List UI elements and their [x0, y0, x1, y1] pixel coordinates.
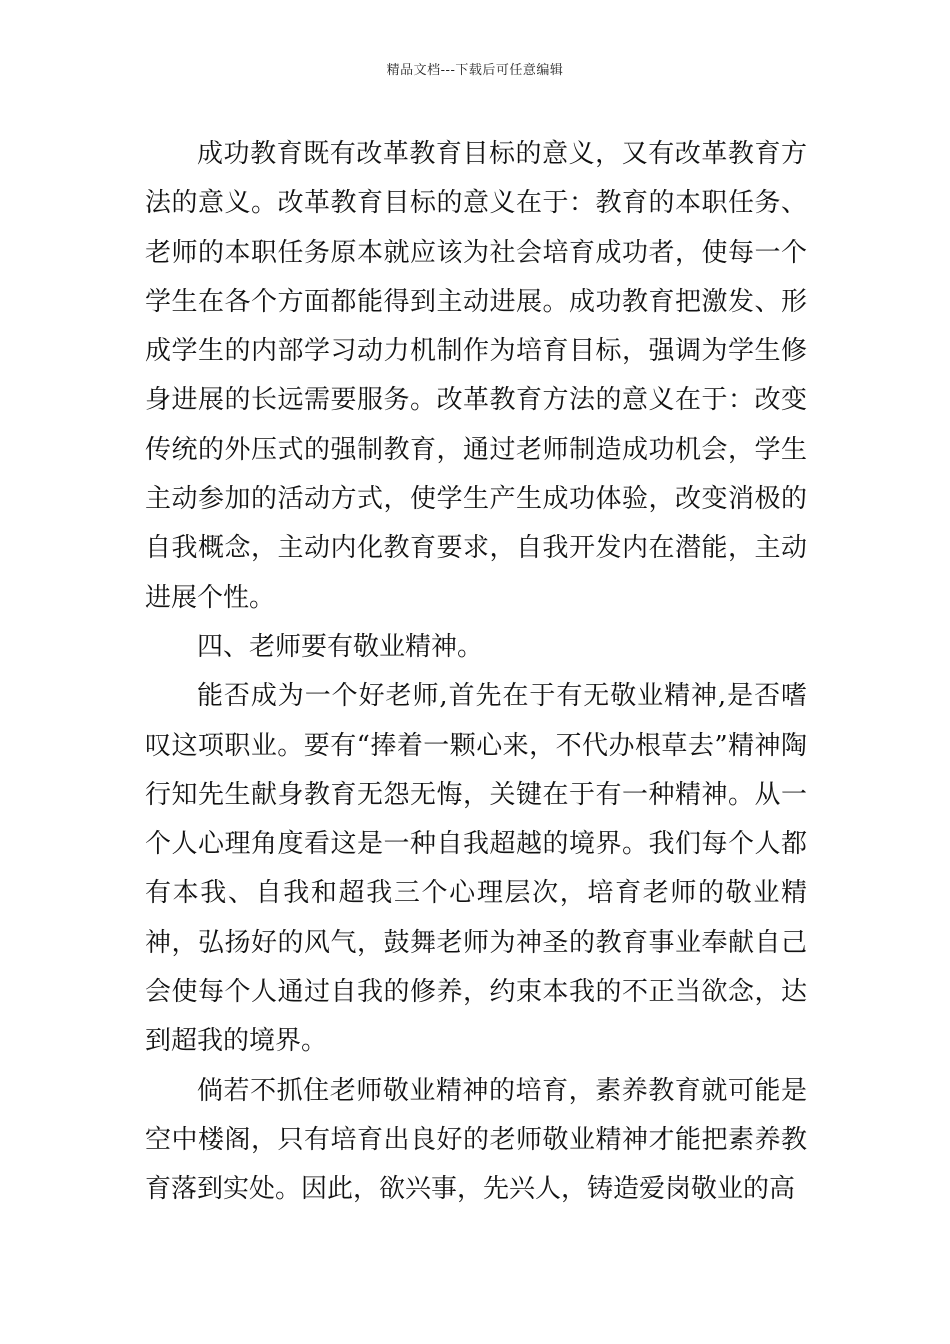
section-heading-dedication: 四、老师要有敬业精神。 [197, 631, 484, 662]
paragraph-quality-education: 倘若不抓住老师敬业精神的培育，素养教育就可能是空中楼阁，只有培育出良好的老师敬业精神才能把素养教育落到实处。因此，欲兴事，先兴人，铸造爱岗敬业的高 [145, 1075, 807, 1205]
document-body [145, 130, 807, 1215]
page-header: 精品文档---下载后可任意编辑 [386, 63, 564, 78]
paragraph-success-education: 成功教育既有改革教育目标的意义，又有改革教育方法的意义。改革教育目标的意义在于：教育的本职任务、老师的本职任务原本就应该为社会培育成功者，使每一个学生在各个方面都能得到主动进展。成功教育把激发、形成学生的内部学习动力机制作为培育目标，强调为学生修身进展的长远需要服务。改革教育方法的意义在于：改变传统的外压式的强制教育，通过老师制造成功机会，学生主动参加的活动方式，使学生产生成功体验，改变消极的自我概念，主动内化教育要求，自我开发内在潜能，主动进展个性。 [145, 139, 807, 613]
paragraph-good-teacher: 能否成为一个好老师,首先在于有无敬业精神,是否嗜叹这项职业。要有“捧着一颗心来，不代办根草去”精神陶行知先生献身教育无怨无悔，关键在于有一种精神。从一个人心理角度看这是一种自我超越的境界。我们每个人都有本我、自我和超我三个心理层次，培育老师的敬业精神，弘扬好的风气，鼓舞老师为神圣的教育事业奉献自己会使每个人通过自我的修养，约束本我的不正当欲念，达到超我的境界。 [145, 681, 807, 1057]
